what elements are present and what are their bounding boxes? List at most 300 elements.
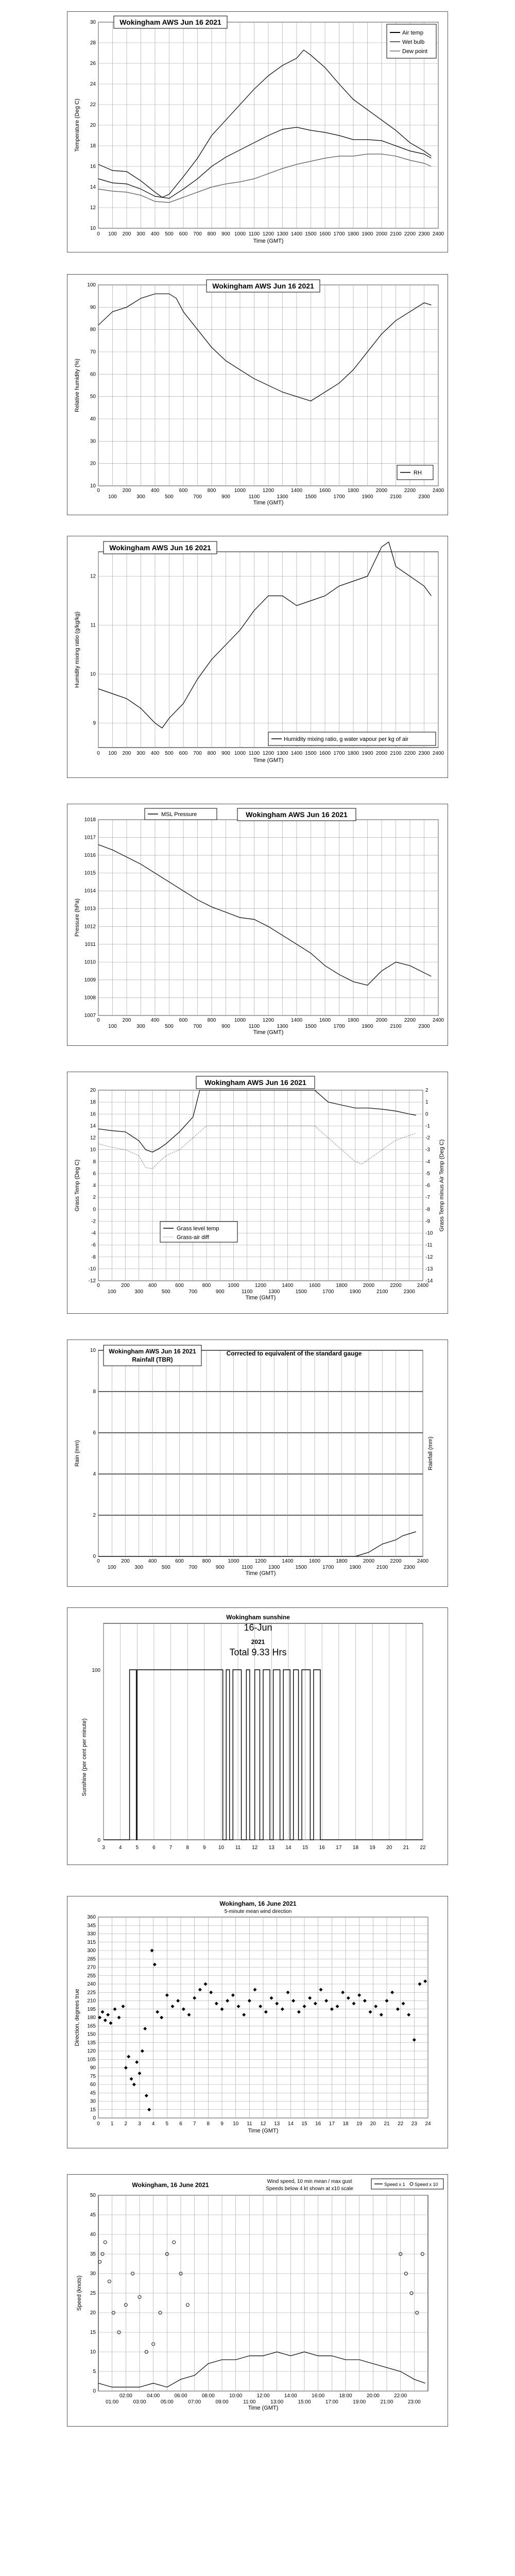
y-tick-label: 10	[90, 671, 96, 677]
x-tick-label: 1300	[268, 1289, 280, 1295]
x-axis-label: Time (GMT)	[253, 1029, 284, 1036]
y-tick-label: 1015	[84, 870, 96, 876]
x-tick-label: 500	[161, 1289, 170, 1295]
chart-title: Wokingham AWS Jun 16 2021	[212, 282, 314, 290]
x-tick-label: 11	[235, 1845, 241, 1851]
x-tick-label: 13	[274, 2121, 280, 2127]
y-tick-label: 2	[93, 1195, 96, 1201]
chart-title: Wokingham, 16 June 2021	[132, 2181, 209, 2189]
x-tick-label: 2000	[375, 1018, 388, 1023]
x-tick-label: 15	[301, 2121, 307, 2127]
x-tick-label: 300	[136, 1024, 145, 1029]
x-tick-label: 0	[97, 2121, 100, 2127]
y-tick-label: 28	[90, 40, 96, 46]
chart-title: Wokingham AWS Jun 16 2021	[246, 810, 348, 819]
x-axis-label: Time (GMT)	[248, 2405, 279, 2411]
y-tick-label: 45	[90, 2212, 96, 2218]
x-tick-label: 2200	[404, 1018, 416, 1023]
x-tick-label: 2200	[390, 1558, 402, 1564]
y-tick-label: 75	[90, 2073, 96, 2079]
x-tick-label: 6	[152, 1845, 156, 1851]
x-tick-label: 23:00	[407, 2399, 421, 2405]
chart-note: Corrected to equivalent of the standard gauge	[226, 1350, 362, 1357]
y-tick-label: 0	[93, 2115, 96, 2121]
x-tick-label: 1300	[277, 751, 288, 756]
x-tick-label: 1800	[347, 488, 359, 494]
wind-speed-chart-panel	[67, 2174, 448, 2427]
y2-tick-label: -3	[425, 1147, 430, 1153]
x-tick-label: 1500	[305, 751, 317, 756]
y-tick-label: 285	[87, 1956, 96, 1962]
x-tick-label: 200	[121, 1558, 130, 1564]
x-tick-label: 200	[122, 488, 131, 494]
y-tick-label: 180	[87, 2015, 96, 2021]
x-tick-label: 900	[221, 751, 230, 756]
y-tick-label: 12	[90, 573, 96, 580]
y-tick-label: 18	[90, 143, 96, 149]
x-tick-label: 12:00	[256, 2393, 270, 2399]
x-tick-label: 1100	[248, 494, 260, 500]
x-tick-label: 2000	[375, 488, 388, 494]
y-tick-label: 10	[90, 2349, 96, 2355]
x-tick-label: 1800	[347, 231, 359, 237]
x-tick-label: 400	[148, 1283, 157, 1289]
x-tick-label: 1100	[248, 231, 260, 237]
y-tick-label: 100	[92, 1668, 100, 1673]
x-tick-label: 14:00	[284, 2393, 297, 2399]
x-tick-label: 09:00	[215, 2399, 229, 2405]
x-tick-label: 400	[150, 751, 160, 756]
x-tick-label: 1700	[333, 494, 345, 500]
chart-total: Total 9.33 Hrs	[229, 1647, 287, 1657]
temperature-chart-panel	[67, 11, 448, 252]
x-tick-label: 800	[207, 751, 216, 756]
legend-label: RH	[414, 470, 422, 476]
x-tick-label: 300	[136, 751, 145, 756]
chart-title: Wokingham AWS Jun 16 2021	[119, 18, 221, 26]
x-tick-label: 18:00	[339, 2393, 352, 2399]
y-axis-label: Pressure (hPa)	[74, 899, 80, 937]
y-tick-label: 50	[90, 394, 96, 400]
y-tick-label: 12	[90, 1135, 96, 1141]
mixing-ratio-chart	[67, 536, 448, 777]
x-tick-label: 2	[124, 2121, 128, 2127]
x-tick-label: 2400	[432, 488, 444, 494]
x-tick-label: 1800	[336, 1283, 348, 1289]
x-tick-label: 1900	[349, 1289, 361, 1295]
x-tick-label: 1000	[228, 1283, 239, 1289]
x-tick-label: 1600	[308, 1558, 321, 1564]
x-tick-label: 1500	[295, 1289, 307, 1295]
x-tick-label: 500	[165, 231, 174, 237]
y-tick-label: 0	[97, 1838, 100, 1843]
x-tick-label: 19:00	[353, 2399, 366, 2405]
y-tick-label: -8	[91, 1254, 96, 1260]
x-tick-label: 1900	[362, 751, 373, 756]
x-tick-label: 600	[179, 231, 188, 237]
y-tick-label: 15	[90, 2107, 96, 2113]
x-tick-label: 2100	[390, 751, 402, 756]
x-tick-label: 1400	[290, 751, 303, 756]
x-tick-label: 0	[97, 488, 100, 494]
x-tick-label: 8	[207, 2121, 210, 2127]
x-tick-label: 0	[97, 231, 100, 237]
x-tick-label: 1800	[336, 1558, 348, 1564]
y-axis-label: Grass Temp (Deg C)	[74, 1159, 80, 1212]
sunshine-chart	[67, 1608, 448, 1865]
x-tick-label: 1000	[234, 231, 246, 237]
legend-label: Dew point	[402, 48, 427, 55]
y-tick-label: 80	[90, 327, 96, 333]
y-tick-label: 210	[87, 1998, 96, 2004]
x-tick-label: 2300	[403, 1565, 415, 1570]
x-tick-label: 9	[203, 1845, 206, 1851]
y-tick-label: 35	[90, 2251, 96, 2257]
x-tick-label: 5	[165, 2121, 169, 2127]
x-tick-label: 14	[285, 1845, 291, 1851]
legend-label: Speed x 10	[415, 2182, 438, 2187]
x-tick-label: 1000	[234, 751, 246, 756]
x-tick-label: 700	[188, 1565, 198, 1570]
y-tick-label: 30	[90, 438, 96, 445]
y-tick-label: 70	[90, 349, 96, 355]
legend-label: Wet bulb	[402, 39, 425, 45]
y-axis-label: Speed (knots)	[76, 2275, 82, 2311]
x-tick-label: 2100	[376, 1289, 388, 1295]
x-axis-label: Time (GMT)	[253, 238, 284, 244]
x-tick-label: 1900	[362, 231, 373, 237]
y-tick-label: -6	[91, 1242, 96, 1248]
x-tick-label: 700	[193, 751, 202, 756]
y-tick-label: 9	[93, 720, 96, 726]
y-tick-label: -10	[88, 1266, 96, 1272]
x-tick-label: 15	[302, 1845, 308, 1851]
mixing-ratio-chart-panel	[67, 536, 448, 778]
x-tick-label: 1200	[262, 1018, 274, 1023]
legend-label: Humidity mixing ratio, g water vapour per kg of air	[284, 736, 409, 742]
x-tick-label: 1200	[254, 1558, 267, 1564]
y-tick-label: 15	[90, 2330, 96, 2335]
x-tick-label: 13:00	[270, 2399, 284, 2405]
x-axis-label: Time (GMT)	[245, 1295, 276, 1301]
y2-tick-label: 1	[425, 1099, 428, 1106]
x-tick-label: 1600	[319, 488, 331, 494]
y-tick-label: 10	[90, 483, 96, 489]
y-tick-label: 8	[93, 1389, 96, 1395]
x-tick-label: 24	[425, 2121, 431, 2127]
y-tick-label: 165	[87, 2023, 96, 2029]
x-tick-label: 900	[221, 231, 230, 237]
y-tick-label: -12	[88, 1278, 96, 1284]
x-tick-label: 1100	[241, 1565, 253, 1570]
x-tick-label: 0	[97, 1558, 100, 1564]
y-tick-label: 16	[90, 1111, 96, 1117]
y2-tick-label: -8	[425, 1207, 430, 1213]
x-axis-label: Time (GMT)	[248, 2128, 279, 2134]
y2-tick-label: -9	[425, 1218, 430, 1225]
x-tick-label: 1300	[277, 231, 288, 237]
x-tick-label: 14	[287, 2121, 294, 2127]
x-tick-label: 1700	[333, 231, 345, 237]
y-axis-label: Temperature (Deg C)	[74, 98, 80, 152]
x-tick-label: 800	[207, 1018, 216, 1023]
x-tick-label: 6	[179, 2121, 182, 2127]
x-tick-label: 600	[179, 488, 188, 494]
x-tick-label: 200	[122, 231, 131, 237]
x-tick-label: 2300	[418, 1024, 430, 1029]
x-tick-label: 300	[136, 494, 145, 500]
x-tick-label: 2400	[417, 1558, 429, 1564]
x-axis-label: Time (GMT)	[245, 1570, 276, 1577]
y2-tick-label: -5	[425, 1171, 430, 1177]
x-tick-label: 2400	[417, 1283, 429, 1289]
x-tick-label: 1200	[254, 1283, 267, 1289]
y2-tick-label: 2	[425, 1088, 428, 1093]
x-tick-label: 200	[122, 1018, 131, 1023]
y-tick-label: 30	[90, 2271, 96, 2277]
y-tick-label: 12	[90, 205, 96, 211]
x-tick-label: 600	[179, 1018, 188, 1023]
x-tick-label: 21	[403, 1845, 409, 1851]
x-tick-label: 2100	[376, 1565, 388, 1570]
x-tick-label: 200	[121, 1283, 130, 1289]
x-tick-label: 03:00	[133, 2399, 146, 2405]
x-tick-label: 1000	[234, 1018, 246, 1023]
y-tick-label: 14	[90, 184, 96, 190]
x-tick-label: 800	[207, 488, 216, 494]
x-tick-label: 600	[179, 751, 188, 756]
x-tick-label: 500	[165, 494, 174, 500]
wind-speed-chart	[67, 2175, 448, 2426]
x-tick-label: 4	[118, 1845, 122, 1851]
y2-tick-label: -12	[425, 1254, 433, 1260]
x-tick-label: 1700	[333, 751, 345, 756]
x-tick-label: 1000	[228, 1558, 239, 1564]
y-tick-label: 14	[90, 1123, 96, 1129]
y-axis-label: Humidity mixing ratio (g/kg/kg)	[74, 612, 80, 688]
temperature-chart	[67, 12, 448, 252]
x-tick-label: 3	[138, 2121, 141, 2127]
wind-direction-chart-panel	[67, 1896, 448, 2148]
y-tick-label: 20	[90, 2310, 96, 2316]
x-tick-label: 1300	[277, 1024, 288, 1029]
y2-tick-label: 0	[425, 1111, 428, 1117]
y2-tick-label: -6	[425, 1183, 430, 1189]
x-tick-label: 1800	[347, 751, 359, 756]
x-tick-label: 19	[369, 1845, 375, 1851]
y-tick-label: 60	[90, 371, 96, 378]
x-tick-label: 1900	[362, 1024, 373, 1029]
y-tick-label: 0	[93, 1207, 96, 1213]
y-tick-label: 6	[93, 1171, 96, 1177]
y-tick-label: 10	[90, 226, 96, 231]
y-tick-label: 45	[90, 2090, 96, 2096]
y-tick-label: 20	[90, 461, 96, 467]
x-tick-label: 1600	[319, 1018, 331, 1023]
x-tick-label: 08:00	[201, 2393, 215, 2399]
x-tick-label: 17	[329, 2121, 335, 2127]
y-axis-label: Rain (mm)	[74, 1440, 80, 1467]
y2-axis-label: Grass Temp minus Air Temp (Deg C)	[439, 1139, 445, 1232]
y-tick-label: 1007	[84, 1013, 96, 1019]
y2-tick-label: -10	[425, 1230, 433, 1236]
x-tick-label: 1200	[262, 751, 274, 756]
y-tick-label: 8	[93, 1159, 96, 1165]
y-tick-label: 40	[90, 416, 96, 422]
x-tick-label: 2300	[418, 751, 430, 756]
y-tick-label: 1011	[84, 941, 96, 947]
x-tick-label: 13	[268, 1845, 274, 1851]
x-tick-label: 20:00	[366, 2393, 380, 2399]
x-tick-label: 100	[108, 494, 117, 500]
x-tick-label: 0	[97, 751, 100, 756]
x-tick-label: 17	[336, 1845, 342, 1851]
x-tick-label: 1100	[248, 751, 260, 756]
x-tick-label: 15:00	[298, 2399, 311, 2405]
y-tick-label: 1017	[84, 835, 96, 841]
x-tick-label: 22	[398, 2121, 404, 2127]
x-tick-label: 1500	[295, 1565, 307, 1570]
x-tick-label: 500	[165, 1024, 174, 1029]
sunshine-chart-panel	[67, 1607, 448, 1865]
y-tick-label: 11	[90, 622, 96, 629]
x-tick-label: 10	[218, 1845, 224, 1851]
x-tick-label: 3	[102, 1845, 105, 1851]
x-tick-label: 12	[260, 2121, 266, 2127]
y2-tick-label: -7	[425, 1195, 430, 1201]
y2-tick-label: -1	[425, 1123, 430, 1129]
y-tick-label: -4	[91, 1230, 96, 1236]
x-tick-label: 01:00	[106, 2399, 119, 2405]
y-tick-label: 50	[90, 2193, 96, 2198]
x-tick-label: 1400	[290, 1018, 303, 1023]
x-tick-label: 2000	[375, 231, 388, 237]
x-tick-label: 8	[186, 1845, 189, 1851]
rainfall-chart	[67, 1340, 448, 1586]
y2-tick-label: -2	[425, 1135, 430, 1141]
x-tick-label: 2400	[432, 231, 444, 237]
x-tick-label: 7	[193, 2121, 196, 2127]
x-tick-label: 02:00	[119, 2393, 132, 2399]
y-axis-label: Sunshine (per cent per minute)	[81, 1718, 88, 1797]
x-tick-label: 1000	[234, 488, 246, 494]
x-tick-label: 05:00	[160, 2399, 174, 2405]
x-tick-label: 300	[134, 1289, 144, 1295]
x-tick-label: 23	[411, 2121, 417, 2127]
chart-title: Wokingham AWS Jun 16 2021	[109, 1348, 196, 1355]
y-tick-label: 1018	[84, 817, 96, 823]
y-tick-label: 270	[87, 1964, 96, 1971]
x-tick-label: 1	[110, 2121, 114, 2127]
y-tick-label: 18	[90, 1099, 96, 1106]
y-tick-label: 360	[87, 1914, 96, 1920]
x-tick-label: 07:00	[188, 2399, 201, 2405]
legend-label: MSL Pressure	[161, 811, 197, 818]
y-tick-label: 6	[93, 1430, 96, 1436]
x-tick-label: 22:00	[394, 2393, 407, 2399]
y-tick-label: 100	[87, 282, 96, 288]
x-tick-label: 1200	[262, 488, 274, 494]
x-tick-label: 800	[202, 1558, 211, 1564]
y-tick-label: 315	[87, 1939, 96, 1945]
legend-label: Grass level temp	[177, 1226, 219, 1232]
x-tick-label: 7	[169, 1845, 173, 1851]
y-tick-label: 90	[90, 304, 96, 311]
y-tick-label: 25	[90, 2291, 96, 2296]
pressure-chart-panel	[67, 804, 448, 1046]
x-tick-label: 1400	[282, 1558, 294, 1564]
x-tick-label: 100	[108, 751, 117, 756]
x-tick-label: 0	[97, 1283, 100, 1289]
x-tick-label: 2300	[418, 494, 430, 500]
x-tick-label: 2300	[418, 231, 430, 237]
x-tick-label: 1400	[290, 231, 303, 237]
legend-label: Grass-air diff	[177, 1234, 209, 1241]
x-tick-label: 2100	[390, 494, 402, 500]
y-tick-label: 0	[93, 1554, 96, 1560]
y-tick-label: 30	[90, 20, 96, 25]
x-tick-label: 900	[215, 1565, 225, 1570]
x-tick-label: 20	[386, 1845, 392, 1851]
x-axis-label: Time (GMT)	[253, 500, 284, 506]
chart-title: Wokingham AWS Jun 16 2021	[109, 544, 211, 552]
y-tick-label: 90	[90, 2065, 96, 2071]
y-tick-label: 10	[90, 1348, 96, 1353]
chart-date: 16-Jun	[244, 1622, 272, 1633]
x-tick-label: 100	[107, 1289, 116, 1295]
x-tick-label: 1700	[333, 1024, 345, 1029]
x-tick-label: 2200	[390, 1283, 402, 1289]
x-tick-label: 12	[252, 1845, 258, 1851]
y2-tick-label: -14	[425, 1278, 433, 1284]
y-tick-label: 225	[87, 1990, 96, 1996]
x-tick-label: 2100	[390, 1024, 402, 1029]
humidity-chart	[67, 275, 448, 515]
x-tick-label: 400	[148, 1558, 157, 1564]
x-tick-label: 300	[136, 231, 145, 237]
y-tick-label: 345	[87, 1923, 96, 1929]
y-tick-label: 0	[93, 2388, 96, 2394]
legend-label: Air temp	[402, 30, 423, 36]
x-tick-label: 2200	[404, 488, 416, 494]
x-tick-label: 500	[165, 751, 174, 756]
y-tick-label: 1014	[84, 888, 96, 894]
x-tick-label: 1800	[347, 1018, 359, 1023]
x-tick-label: 21:00	[380, 2399, 393, 2405]
x-tick-label: 22	[420, 1845, 426, 1851]
x-tick-label: 1600	[319, 231, 331, 237]
y-tick-label: 1012	[84, 924, 96, 930]
y-tick-label: -2	[91, 1218, 96, 1225]
x-tick-label: 2300	[403, 1289, 415, 1295]
x-tick-label: 10	[233, 2121, 239, 2127]
x-tick-label: 11:00	[243, 2399, 256, 2405]
x-tick-label: 800	[202, 1283, 211, 1289]
x-tick-label: 1400	[290, 488, 303, 494]
y-tick-label: 10	[90, 1147, 96, 1153]
y-tick-label: 1013	[84, 906, 96, 912]
y2-axis-label: Rainfall (mm)	[427, 1436, 434, 1470]
x-tick-label: 1100	[248, 1024, 260, 1029]
rainfall-chart-panel	[67, 1340, 448, 1587]
chart-year: 2021	[251, 1638, 265, 1646]
x-tick-label: 100	[108, 231, 117, 237]
x-tick-label: 300	[134, 1565, 144, 1570]
grass-temp-chart	[67, 1072, 448, 1313]
y-tick-label: 330	[87, 1931, 96, 1937]
x-tick-label: 400	[150, 1018, 160, 1023]
x-tick-label: 100	[107, 1565, 116, 1570]
